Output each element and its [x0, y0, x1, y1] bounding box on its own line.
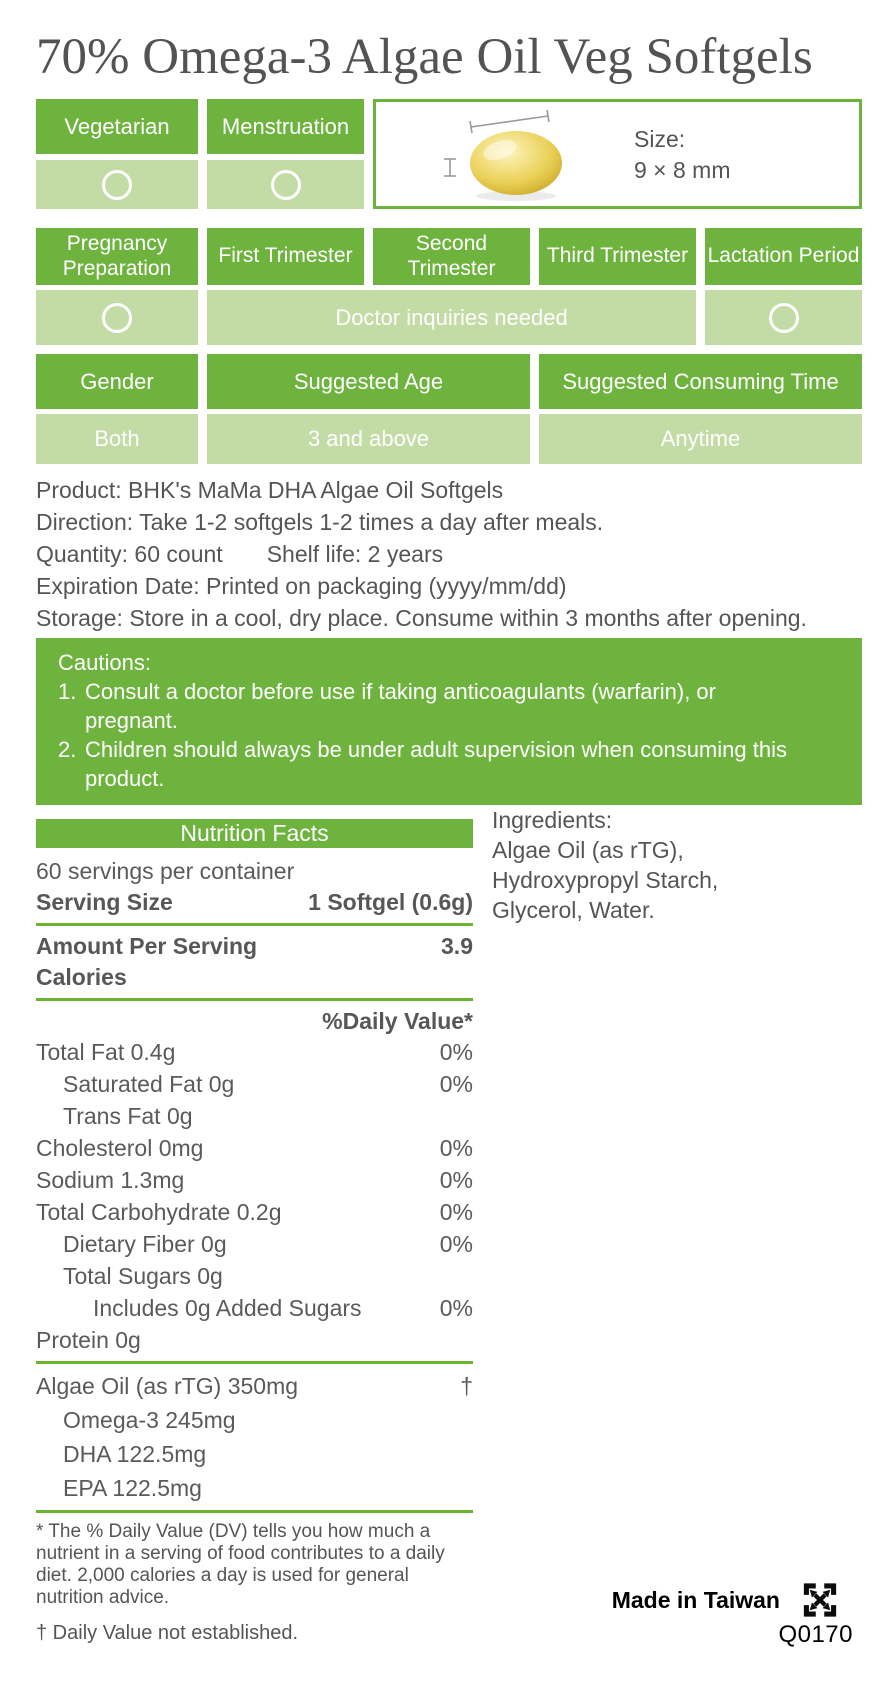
caution-item	[58, 677, 800, 735]
circle-yes-icon	[102, 170, 132, 200]
quantity: Quantity: 60 count	[36, 541, 223, 567]
ingredients-block	[492, 805, 718, 925]
ingredients-title: Ingredients:	[492, 807, 613, 833]
value-cell-menstruation	[207, 160, 364, 209]
nutrition-row	[36, 1132, 473, 1164]
nutrient-dv: 0%	[439, 1199, 473, 1225]
value-cell-vegetarian	[36, 160, 198, 209]
divider	[36, 923, 473, 926]
nutrient-label: DHA 122.5mg	[63, 1441, 207, 1467]
supplement-rows	[36, 1369, 473, 1505]
serving-size-row	[36, 887, 473, 918]
header-cell-second-trimester: Second Trimester	[373, 228, 530, 285]
shelf-life: Shelf life: 2 years	[266, 541, 444, 567]
amount-per-serving-label: Amount Per Serving	[36, 933, 258, 959]
value-cell-gender: Both	[36, 414, 198, 464]
nutrient-label: Cholesterol 0mg	[36, 1135, 204, 1161]
caution-text: Consult a doctor before use if taking anticoagulants (warfarin), or pregnant.	[85, 679, 716, 733]
cautions-title: Cautions:	[58, 650, 151, 675]
nutrition-row	[36, 1068, 473, 1100]
value-cell-suggested-age: 3 and above	[207, 414, 530, 464]
circle-yes-icon	[769, 303, 799, 333]
size-text	[634, 124, 731, 186]
ingredient-line: Glycerol, Water.	[492, 897, 655, 923]
suitability-row-3	[36, 354, 862, 464]
storage-line: Storage: Store in a cool, dry place. Consume within 3 months after opening.	[36, 605, 807, 631]
nutrient-dv: 0%	[439, 1167, 473, 1193]
value-cell-suggested-consuming-time: Anytime	[539, 414, 862, 464]
header-cell-lactation-period: Lactation Period	[705, 228, 862, 285]
recycling-icon	[803, 1581, 837, 1619]
serving-size-label: Serving Size	[36, 889, 173, 915]
nutrient-label: Total Fat 0.4g	[36, 1039, 176, 1065]
product-name-line: Product: BHK's MaMa DHA Algae Oil Softgels	[36, 477, 504, 503]
nutrient-dv: 0%	[439, 1039, 473, 1065]
nutrient-label: Omega-3 245mg	[63, 1407, 236, 1433]
footer	[612, 1581, 853, 1649]
size-box	[373, 99, 862, 209]
divider	[36, 1510, 473, 1513]
serving-size-value: 1 Softgel (0.6g)	[308, 889, 473, 915]
suitability-row-2	[36, 228, 862, 345]
nutrition-row	[36, 1437, 473, 1471]
divider	[36, 1361, 473, 1364]
product-code: Q0170	[778, 1621, 853, 1648]
circle-yes-icon	[271, 170, 301, 200]
header-cell-pregnancy-preparation: Pregnancy Preparation	[36, 228, 198, 285]
header-cell-suggested-age: Suggested Age	[207, 354, 530, 409]
header-cell-suggested-consuming-time: Suggested Consuming Time	[539, 354, 862, 409]
calories-value: 3.9	[441, 933, 473, 959]
caution-number: 1.	[58, 679, 77, 704]
nutrient-dv: 0%	[439, 1135, 473, 1161]
servings-per-container: 60 servings per container	[36, 858, 295, 884]
size-value: 9 × 8 mm	[634, 157, 731, 183]
header-cell-first-trimester: First Trimester	[207, 228, 364, 285]
page-title: 70% Omega-3 Algae Oil Veg Softgels	[36, 29, 813, 85]
made-in-row	[612, 1581, 853, 1619]
nutrient-label: Sodium 1.3mg	[36, 1167, 185, 1193]
header-cell-third-trimester: Third Trimester	[539, 228, 696, 285]
nutrition-row	[36, 1292, 473, 1324]
nutrient-dv: 0%	[439, 1295, 473, 1321]
nutrient-label: Saturated Fat 0g	[63, 1071, 235, 1097]
nutrient-label: Total Carbohydrate 0.2g	[36, 1199, 282, 1225]
nutrient-dv: 0%	[439, 1071, 473, 1097]
nutrition-row	[36, 1403, 473, 1437]
circle-yes-icon	[102, 303, 132, 333]
dagger-footnote: † Daily Value not established.	[36, 1622, 299, 1644]
nutrition-row	[36, 1164, 473, 1196]
daily-value-footnote: * The % Daily Value (DV) tells you how much a nutrient in a serving of food contributes to a daily diet. 2,000 calories a day is used for general nutrition advice.	[36, 1521, 445, 1608]
nutrition-facts-panel	[36, 819, 473, 1645]
nutrient-label: Includes 0g Added Sugars	[93, 1295, 362, 1321]
size-label: Size:	[634, 126, 686, 152]
ingredient-line: Hydroxypropyl Starch,	[492, 867, 719, 893]
made-in-label: Made in Taiwan	[611, 1586, 780, 1613]
nutrition-row	[36, 1228, 473, 1260]
nutrient-label: Protein 0g	[36, 1327, 141, 1353]
daily-value-header: %Daily Value*	[322, 1008, 473, 1034]
nutrition-row	[36, 1260, 473, 1292]
nutrient-dv: †	[460, 1373, 473, 1399]
nutrition-section	[36, 807, 862, 1645]
nutrition-row	[36, 1100, 473, 1132]
divider	[36, 998, 473, 1001]
product-info	[36, 474, 862, 634]
nutrient-label: Trans Fat 0g	[63, 1103, 193, 1129]
nutrition-row	[36, 1196, 473, 1228]
quantity-shelf-line	[36, 538, 862, 570]
expiration-line: Expiration Date: Printed on packaging (yyyy/mm/dd)	[36, 573, 567, 599]
nutrient-label: Dietary Fiber 0g	[63, 1231, 227, 1257]
nutrition-row	[36, 1036, 473, 1068]
nutrition-row	[36, 1369, 473, 1403]
direction-line: Direction: Take 1-2 softgels 1-2 times a day after meals.	[36, 509, 604, 535]
value-cell-lactation-period	[705, 290, 862, 345]
calories-label: Calories	[36, 964, 127, 990]
header-cell-menstruation: Menstruation	[207, 99, 364, 154]
suitability-row-1	[36, 99, 862, 209]
softgel-image	[376, 102, 857, 207]
value-cell-doctor-inquiries: Doctor inquiries needed	[207, 290, 696, 345]
header-cell-gender: Gender	[36, 354, 198, 409]
header-cell-vegetarian: Vegetarian	[36, 99, 198, 154]
caution-item	[58, 735, 800, 793]
nutrition-row	[36, 1324, 473, 1356]
nutrient-dv: 0%	[439, 1231, 473, 1257]
amount-per-serving-row	[36, 931, 473, 962]
ingredient-line: Algae Oil (as rTG),	[492, 837, 684, 863]
nutrient-label: Total Sugars 0g	[63, 1263, 223, 1289]
nutrient-label: EPA 122.5mg	[63, 1475, 202, 1501]
value-cell-pregnancy-preparation	[36, 290, 198, 345]
nutrition-row	[36, 1471, 473, 1505]
cautions-box	[36, 638, 862, 805]
caution-number: 2.	[58, 737, 77, 762]
caution-text: Children should always be under adult supervision when consuming this product.	[85, 737, 787, 791]
nutrient-label: Algae Oil (as rTG) 350mg	[36, 1373, 299, 1399]
nutrition-facts-title: Nutrition Facts	[36, 819, 473, 848]
